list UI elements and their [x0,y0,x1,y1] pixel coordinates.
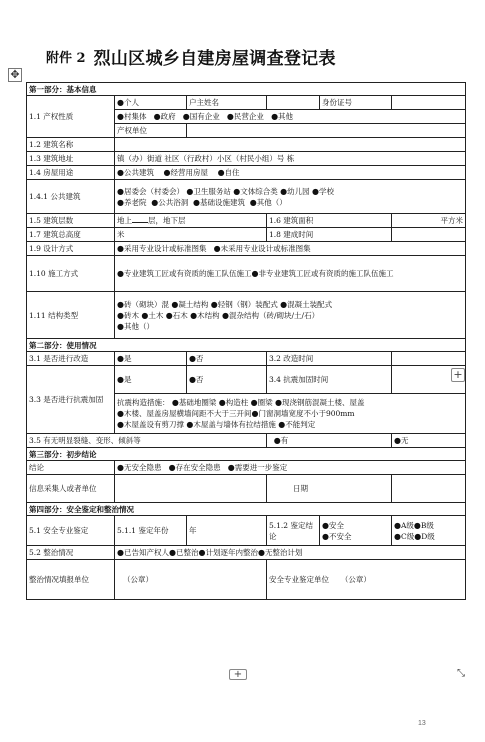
appraisal-unit-stamp[interactable]: 安全专业鉴定单位 （公章） [267,560,466,600]
radio-icon: ● [117,167,124,177]
form-row [27,560,466,600]
radio-icon: ● [193,196,201,207]
remediation-label: 5.2 整治情况 [27,546,115,560]
radio-icon: ● [141,309,149,320]
radio-icon: ● [250,397,258,407]
owner-name-label: 户主姓名 [187,96,267,110]
conclusion-label: 结论 [27,461,115,475]
appraisal-year-label: 5.1.1 鉴定年份 [115,516,187,546]
radio-icon: ● [117,408,124,418]
radio-icon: ● [168,547,176,557]
survey-form-table [26,82,466,600]
renovation-yes[interactable]: ●是 [115,352,187,366]
cracks-label: 3.5 有无明显裂缝、变形、倾斜等 [27,434,267,448]
radio-icon: ● [117,320,124,331]
height-field[interactable]: 米 [115,228,267,242]
radio-icon: ● [394,530,401,541]
section-2-header: 第二部分：使用情况 [27,339,466,352]
radio-icon: ● [251,408,259,418]
table-move-handle-icon[interactable]: ✥ [8,68,22,82]
seismic-measures[interactable]: 抗震构造措施： ●基础地圈梁 ●构造柱 ●圈梁 ●现浇钢筋混凝土楼、屋盖 ●木楼、屋盖房屋横墙间距不大于三开间●门窗洞墙宽度不小于900mm ●木屋盖设有剪刀撑 ●木屋盖与墙体有拉结措施 ●不能判定 [115,394,466,434]
radio-icon: ● [257,547,265,557]
radio-icon: ● [117,97,124,107]
document-title [46,44,336,69]
section-row [27,339,466,352]
radio-icon: ● [275,397,282,407]
structure-options[interactable]: ●砖（砌块）混 ●凝土结构 ●轻钢（钢）装配式 ●混凝土装配式 ●砖木 ●土木 ●石木 ●木结构 ●混杂结构（砖/砌块/土/石） ●其他（） [115,292,466,339]
design-options[interactable]: ●采用专业设计或标准图集 ●未采用专业设计或标准图集 [115,242,466,256]
conclusion-options[interactable]: ●无安全隐患 ●存在安全隐患 ●需要进一步鉴定 [115,461,466,475]
seismic-no[interactable]: ●否 [187,366,267,394]
cracks-no[interactable]: ●无 [392,434,466,448]
address-label: 1.3 建筑地址 [27,152,115,166]
build-time-label: 1.8 建成时间 [267,228,392,242]
radio-icon: ● [163,167,171,177]
property-unit-label: 产权单位 [115,124,187,138]
section-row [27,503,466,516]
form-row [27,366,466,394]
public-building-options[interactable]: ●居委会（村委会） ●卫生服务站 ●文体综合类 ●幼儿园 ●学校 ●养老院 ●公共浴洞 ●基础设施建筑 ●其他（） [115,180,466,214]
radio-icon: ● [413,519,421,530]
form-row [27,180,466,214]
radio-icon: ● [271,111,279,121]
section-3-header: 第三部分：初步结论 [27,448,466,461]
radio-icon: ● [226,111,234,121]
radio-icon: ● [117,268,124,278]
form-row [27,96,466,110]
section-4-header: 第四部分：安全鉴定和整治情况 [27,503,466,516]
construction-label: 1.10 施工方式 [27,256,115,292]
radio-icon: ● [280,185,288,196]
radio-icon: ● [182,111,190,121]
radio-icon: ● [249,196,257,207]
page-number: 13 [418,720,426,727]
section-1-header: 第一部分：基本信息 [27,83,466,96]
radio-icon: ● [189,374,196,384]
grade-options[interactable]: ●A级●B级 ●C级●D级 [392,516,466,546]
renovation-time-field[interactable] [392,352,466,366]
building-name-field[interactable] [115,138,466,152]
radio-icon: ● [153,111,161,121]
form-row [27,166,466,180]
radio-icon: ● [165,309,173,320]
radio-icon: ● [312,185,319,196]
property-type-options[interactable]: ●村集体 ●政府 ●国有企业 ●民营企业 ●其他 [115,110,466,124]
address-field[interactable]: 镇（办）街道 社区（行政村）小区（村民小组）号 栋 [115,152,466,166]
date-field[interactable] [392,475,466,503]
id-number-field[interactable] [392,96,466,110]
seismic-yes[interactable]: ●是 [115,366,187,394]
id-number-label: 身份证号 [320,96,392,110]
radio-icon: ● [186,185,194,196]
radio-icon: ● [168,462,176,472]
form-row [27,214,466,228]
floors-blank[interactable] [132,215,148,223]
seismic-time-label: 3.4 抗震加固时间 [267,366,392,394]
add-column-plus-icon[interactable]: + [451,368,465,382]
form-row [27,546,466,560]
floors-label: 1.5 建筑层数 [27,214,115,228]
building-name-label: 1.2 建筑名称 [27,138,115,152]
radio-icon: ● [171,298,179,309]
radio-icon: ● [394,519,401,530]
title-prefix: 附件 2 [46,51,86,66]
form-row [27,434,466,448]
form-row [27,152,466,166]
radio-icon: ● [117,298,124,309]
radio-icon: ● [117,196,124,207]
radio-icon: ● [117,185,124,196]
owner-name-field[interactable] [267,96,320,110]
radio-icon: ● [117,374,124,384]
form-row [27,352,466,366]
radio-icon: ● [117,111,124,121]
form-row [27,292,466,339]
radio-icon: ● [151,196,159,207]
radio-icon: ● [190,309,198,320]
renovation-label: 3.1 是否进行改造 [27,352,115,366]
radio-icon: ● [251,268,259,278]
seismic-label: 3.3 是否进行抗震加固 [27,366,115,434]
construction-options[interactable]: ●专业建筑工匠或有资质的施工队伍施工●非专业建筑工匠或有资质的施工队伍施工 [115,256,466,292]
reporting-stamp[interactable]: （公章） [115,560,267,600]
radio-icon: ● [117,419,124,429]
form-row [27,461,466,475]
radio-icon: ● [278,419,286,429]
renovation-time-label: 3.2 改造时间 [267,352,392,366]
reporting-unit-label: 整治情况填报单位 [27,560,115,600]
radio-icon: ● [117,547,124,557]
public-building-label: 1.4.1 公共建筑 [27,180,115,214]
form-row [27,228,466,242]
radio-icon: ● [273,435,281,445]
radio-icon: ● [117,309,124,320]
radio-icon: ● [233,185,241,196]
radio-icon: ● [117,353,124,363]
radio-icon: ● [227,462,235,472]
form-row [27,256,466,292]
radio-icon: ● [322,530,329,541]
radio-icon: ● [186,419,194,429]
title-main: 烈山区城乡自建房屋调查登记表 [93,49,336,69]
build-time-field[interactable] [392,228,466,242]
radio-icon: ● [222,309,229,320]
height-label: 1.7 建筑总高度 [27,228,115,242]
floors-field[interactable]: 地上 层，地下层 [115,214,267,228]
appraisal-year-field[interactable]: 年 [187,516,267,546]
cracks-yes[interactable]: ●有 [267,434,392,448]
form-row [27,138,466,152]
area-field[interactable]: 平方米 [392,214,466,228]
radio-icon: ● [189,353,196,363]
radio-icon: ● [210,298,218,309]
radio-icon: ● [280,298,288,309]
property-label: 1.1 产权性质 [27,96,115,138]
form-row [27,516,466,546]
radio-icon: ● [394,435,401,445]
design-label: 1.9 设计方式 [27,242,115,256]
safety-options[interactable]: ●安全 ●不安全 [320,516,392,546]
personal-option[interactable]: ●个人 [115,96,187,110]
radio-icon: ● [217,167,225,177]
radio-icon: ● [414,530,422,541]
section-row [27,83,466,96]
section-row [27,448,466,461]
radio-icon: ● [117,462,124,472]
radio-icon: ● [171,397,179,407]
collector-field[interactable] [115,475,267,503]
radio-icon: ● [213,243,221,253]
radio-icon: ● [198,547,206,557]
remediation-options[interactable]: ●已告知产权人●已整治●计划逐年内整治●无整治计划 [115,546,466,560]
appraisal-label: 5.1 安全专业鉴定 [27,516,115,546]
radio-icon: ● [117,243,124,253]
appraisal-conclusion-label: 5.1.2 鉴定结论 [267,516,320,546]
radio-icon: ● [218,397,226,407]
renovation-no[interactable]: ●否 [187,352,267,366]
table-resize-handle-icon[interactable]: ⤡ [457,668,465,679]
form-row [27,475,466,503]
collector-label: 信息采集人或者单位 [27,475,115,503]
radio-icon: ● [322,519,329,530]
add-row-plus-icon[interactable]: + [229,669,247,680]
structure-label: 1.11 结构类型 [27,292,115,339]
property-unit-field[interactable] [187,124,466,138]
form-row [27,242,466,256]
area-label: 1.6 建筑面积 [267,214,392,228]
usage-label: 1.4 房屋用途 [27,166,115,180]
usage-options[interactable]: ●公共建筑 ●经营用房屋 ●自住 [115,166,466,180]
date-label: 日期 [267,475,392,503]
